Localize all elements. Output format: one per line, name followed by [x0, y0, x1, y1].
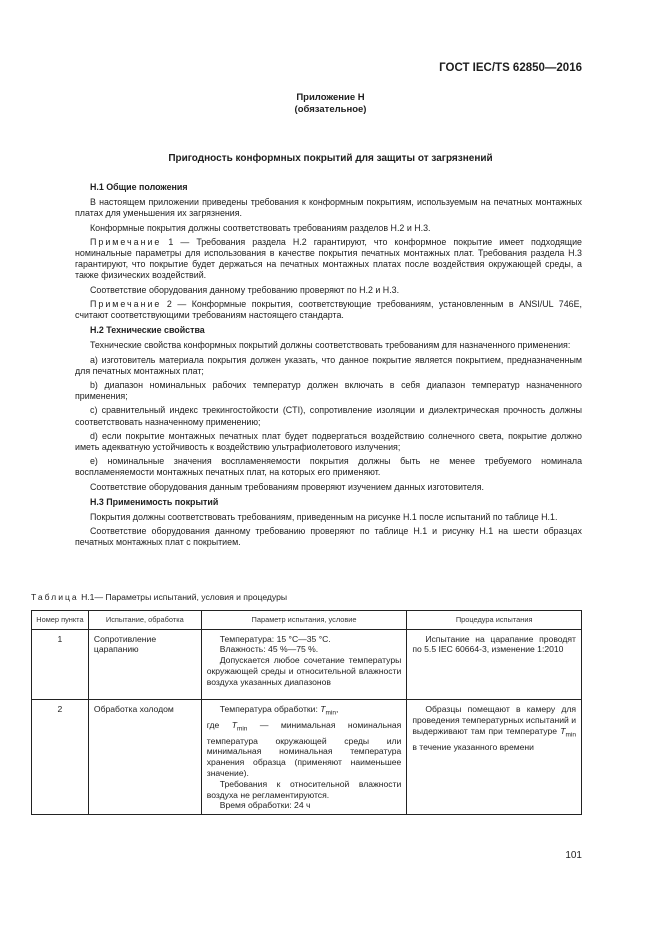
table-row — [32, 629, 582, 700]
param-line — [207, 704, 402, 720]
param-text: — минимальная номинальная температура окружающей среды или минимальная номинальная температура хранения образца (применяют наименьшее значение). — [206, 720, 402, 778]
note-label: Примечание — [90, 236, 162, 247]
table-header-row — [32, 611, 582, 630]
symbol-t: T — [320, 704, 326, 715]
procedure-part: в течение указанного времени — [412, 741, 534, 752]
appendix-title: Приложение Н — [296, 92, 365, 103]
paragraph: Конформные покрытия должны соответствовать требованиям разделов Н.2 и Н.3. — [90, 222, 431, 233]
test-name: Обработка холодом — [88, 700, 201, 815]
paragraph: Технические свойства конформных покрытий должны соответствовать требованиям для назначенного применения: — [90, 340, 571, 351]
note-2 — [75, 299, 582, 321]
test-procedure — [407, 629, 582, 700]
table-caption — [31, 592, 287, 602]
table-caption-text: Н.1— Параметры испытаний, условия и процедуры — [78, 592, 288, 602]
symbol-t: T — [560, 726, 566, 737]
list-item-d: d) если покрытие монтажных печатных плат будет подвергаться воздействию солнечного света, покрытие должно иметь адекватную устойчивость к воздействию ультрафиолетового излучения; — [75, 430, 582, 453]
paragraph: Соответствие оборудования данному требованию проверяют по таблице Н.1 и рисунку Н.1 на шести образцах печатных монтажных плат с покрытием. — [75, 526, 582, 548]
paragraph: Покрытия должны соответствовать требованиям, приведенным на рисунке Н.1 после испытаний по таблице Н.1. — [90, 512, 558, 523]
param-text: , — [335, 704, 339, 715]
note-text: 2 — Конформные покрытия, соответствующие требованиям, установленным в ANSI/UL 746E, считают соответствующими требованиям настоящего стандарта. — [75, 298, 582, 321]
param-line: Температура: 15 °С—35 °С. — [219, 633, 331, 644]
list-item-c: с) сравнительный индекс трекингостойкости (CTI), сопротивление изоляции и диэлектрическая прочность должны соответствовать назначенному применению; — [75, 405, 582, 427]
param-line: Допускается любое сочетание температуры окружающей среды и относительной влажности воздуха указанных диапазонов — [206, 655, 402, 687]
section-h1-heading: Н.1 Общие положения — [90, 182, 188, 192]
test-parameters — [201, 700, 407, 815]
list-item-b: b) диапазон номинальных рабочих температур должен включать в себя диапазон температур назначенного применения; — [75, 380, 582, 402]
parameters-table — [31, 610, 582, 815]
param-line: Влажность: 45 %—75 %. — [219, 644, 319, 655]
table-caption-label: Таблица — [31, 592, 79, 602]
note-text: 1 — Требования раздела Н.2 гарантируют, что конформное покрытие имеет подходящие номинальные параметры для использования в качестве покрытия печатных монтажных плат. Требования раздела Н.3 гарантируют, что покрытие будет держаться на печатных монтажных платах после воздействия окружающей среды, а также физических воздействий. — [75, 236, 582, 281]
row-number: 1 — [32, 629, 89, 700]
note-label: Примечание — [90, 298, 162, 309]
page-number: 101 — [565, 850, 582, 861]
symbol-min: min — [565, 731, 576, 739]
param-line: Время обработки: 24 ч — [219, 800, 311, 811]
document-body — [75, 178, 582, 552]
symbol-min: min — [236, 725, 248, 733]
table-header-cell: Параметр испытания, условие — [201, 611, 407, 630]
procedure-text: Испытание на царапание проводят по 5.5 IEC 60664-3, изменение 1:2010 — [412, 633, 576, 655]
document-title: Пригодность конформных покрытий для защиты от загрязнений — [168, 153, 493, 164]
section-h3-heading: Н.3 Применимость покрытий — [90, 496, 219, 507]
test-parameters — [201, 629, 407, 700]
list-item-e: е) номинальные значения воспламеняемости покрытия должны быть не менее требуемого номинала воспламеняемости монтажных печатных плат, на которых его применяют. — [75, 456, 582, 478]
table-header-cell: Номер пункта — [32, 611, 89, 630]
row-number: 2 — [32, 700, 89, 815]
test-name: Сопротивление царапанию — [88, 629, 201, 700]
procedure-text — [412, 704, 576, 752]
paragraph: В настоящем приложении приведены требования к конформным покрытиям, используемым на печатных монтажных платах для уменьшения их загрязнения. — [75, 197, 582, 219]
param-text: где — [206, 720, 232, 730]
paragraph: Соответствие оборудования данному требованию проверяют по Н.2 и Н.3. — [90, 284, 400, 295]
appendix-heading — [0, 92, 661, 116]
note-1 — [75, 237, 582, 282]
standard-header: ГОСТ IEC/TS 62850—2016 — [439, 62, 582, 74]
symbol-t: T — [231, 720, 237, 730]
test-procedure — [407, 700, 582, 815]
table-header-cell: Испытание, обработка — [88, 611, 201, 630]
section-h2-heading: Н.2 Технические свойства — [90, 325, 205, 336]
table-row — [32, 700, 582, 815]
symbol-min: min — [325, 710, 336, 718]
paragraph: Соответствие оборудования данным требованиям проверяют изучением данных изготовителя. — [90, 481, 484, 492]
param-line — [207, 720, 402, 779]
procedure-part: Образцы помещают в камеру для проведения температурных испытаний и выдерживают там при температуре — [412, 704, 577, 737]
table-header-cell: Процедура испытания — [407, 611, 582, 630]
appendix-status: (обязательное) — [294, 104, 367, 115]
param-line: Требования к относительной влажности воздуха не регламентируются. — [206, 778, 402, 800]
list-item-a: а) изготовитель материала покрытия должен указать, что данное покрытие является покрытием, предназначенным для печатных монтажных плат; — [75, 354, 582, 376]
param-text: Температура обработки: — [219, 704, 321, 715]
